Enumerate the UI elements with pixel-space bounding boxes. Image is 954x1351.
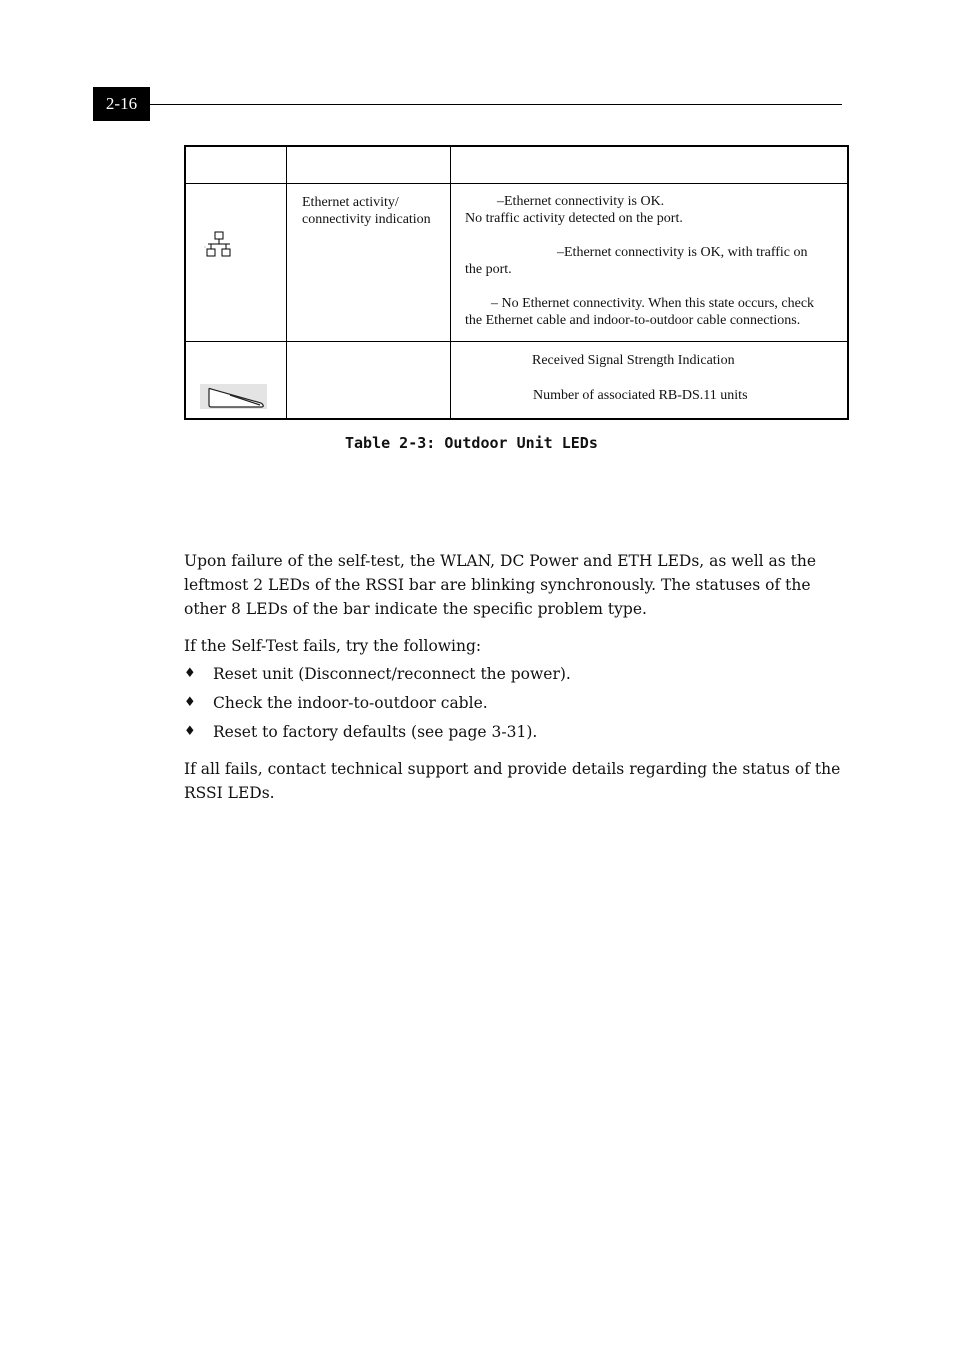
table-header-row xyxy=(185,146,848,184)
desc-line: Received Signal Strength Indication xyxy=(532,353,735,368)
network-icon xyxy=(204,231,234,259)
list-item xyxy=(184,662,844,691)
list-item-text: Check the indoor-to-outdoor cable. xyxy=(213,694,488,712)
desc-line: Number of associated RB-DS.11 units xyxy=(533,388,748,403)
page-number: 2-16 xyxy=(93,87,150,121)
header-cell-led xyxy=(185,146,287,184)
paragraph: If all fails, contact technical support and provide details regarding the status of the RSSI LEDs. xyxy=(184,760,841,802)
led-description-cell xyxy=(451,342,849,420)
table-row xyxy=(185,184,848,342)
desc-line: No traffic activity detected on the port. xyxy=(465,211,683,226)
led-description-cell xyxy=(451,184,849,342)
outdoor-unit-leds-table xyxy=(184,145,849,420)
led-name-cell xyxy=(287,342,451,420)
troubleshooting-list xyxy=(184,662,844,749)
paragraph: If the Self-Test fails, try the following: xyxy=(184,637,482,655)
signal-strength-icon xyxy=(200,384,267,409)
header-cell-name xyxy=(287,146,451,184)
led-name: Ethernet activity/ connectivity indication xyxy=(302,195,431,227)
header-rule xyxy=(150,104,842,105)
list-item-text: Reset to factory defaults (see page 3-31). xyxy=(213,723,538,741)
led-name xyxy=(287,342,450,352)
led-icon-cell xyxy=(185,184,287,342)
desc-line: the port. xyxy=(465,262,512,277)
diamond-bullet-icon: ♦ xyxy=(184,695,196,710)
desc-line: the Ethernet cable and indoor-to-outdoor cable connections. xyxy=(465,313,801,328)
led-icon-cell xyxy=(185,342,287,420)
desc-line: – No Ethernet connectivity. When this state occurs, check xyxy=(491,296,815,311)
body-text xyxy=(184,549,844,805)
list-item xyxy=(184,720,844,749)
list-item-text: Reset unit (Disconnect/reconnect the power). xyxy=(213,665,571,683)
paragraph: Upon failure of the self-test, the WLAN, DC Power and ETH LEDs, as well as the leftmost 2 LEDs of the RSSI bar are blinking synchronously. The statuses of the other 8 LEDs of the bar indicate the specific problem type. xyxy=(184,552,817,618)
diamond-bullet-icon: ♦ xyxy=(184,724,196,739)
table-caption: Table 2-3: Outdoor Unit LEDs xyxy=(345,434,598,452)
led-name-cell xyxy=(287,184,451,342)
list-item xyxy=(184,691,844,720)
header-cell-description xyxy=(451,146,849,184)
diamond-bullet-icon: ♦ xyxy=(184,666,196,681)
desc-line: –Ethernet connectivity is OK. xyxy=(497,194,665,209)
table-row xyxy=(185,342,848,420)
desc-line: –Ethernet connectivity is OK, with traffic on xyxy=(557,245,808,260)
